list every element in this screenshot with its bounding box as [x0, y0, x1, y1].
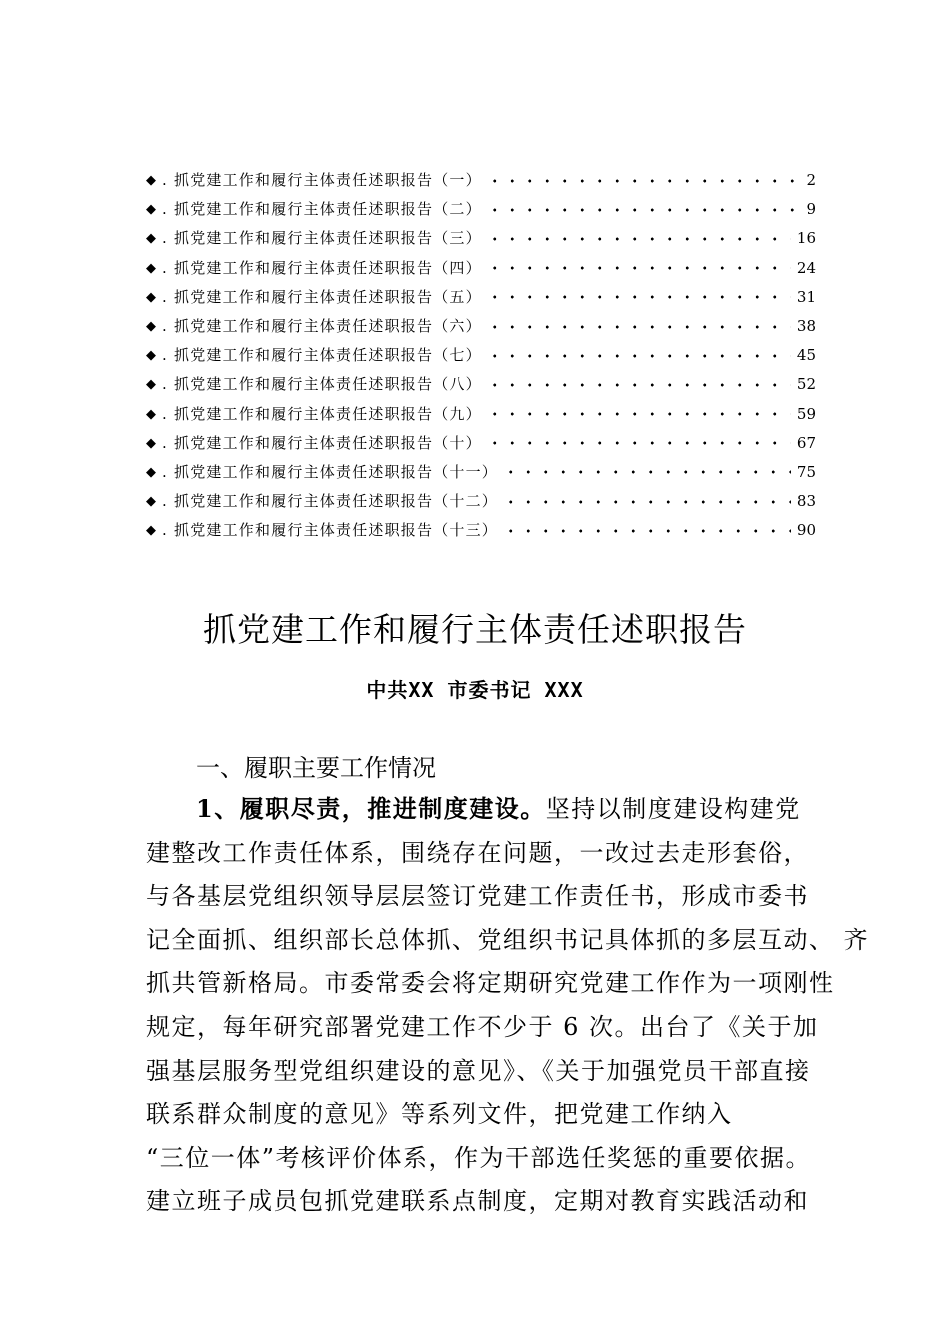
toc-item[interactable]	[146, 224, 816, 253]
toc-item[interactable]	[146, 166, 816, 195]
toc-dot: .	[162, 521, 167, 540]
toc-item-page: 90	[796, 521, 816, 540]
toc-dot: .	[162, 404, 167, 423]
toc-item-page: 24	[796, 258, 816, 277]
toc-dot: .	[162, 258, 167, 277]
toc-item-title: 抓党建工作和履行主体责任述职报告（六）	[174, 317, 482, 336]
toc-item-page: 9	[806, 200, 816, 219]
document-title: 抓党建工作和履行主体责任述职报告	[203, 610, 747, 649]
toc-item-page: 83	[796, 492, 816, 511]
toc-dot-leader	[486, 325, 791, 329]
diamond-bullet-icon: ◆	[146, 289, 156, 305]
toc-item-page: 31	[796, 287, 816, 306]
toc-item-page: 45	[796, 346, 816, 365]
document-author: 中共XX 市委书记 XXX	[366, 678, 584, 702]
toc-item-title: 抓党建工作和履行主体责任述职报告（一）	[174, 171, 482, 190]
diamond-bullet-icon: ◆	[146, 173, 156, 189]
toc-dot: .	[162, 229, 167, 248]
diamond-bullet-icon: ◆	[146, 348, 156, 364]
paragraph-line: “三位一体”考核评价体系，作为干部选任奖惩的重要依据。	[146, 1143, 812, 1172]
diamond-bullet-icon: ◆	[146, 464, 156, 480]
toc-dot: .	[162, 492, 167, 511]
toc-item-title: 抓党建工作和履行主体责任述职报告（三）	[174, 229, 482, 248]
toc-dot: .	[162, 433, 167, 452]
toc-dot-leader	[502, 470, 791, 474]
toc-item-title: 抓党建工作和履行主体责任述职报告（五）	[174, 287, 482, 306]
toc-item-page: 59	[796, 404, 816, 423]
paragraph-line: 规定，每年研究部署党建工作不少于 6 次。出台了《关于加	[146, 1012, 819, 1041]
paragraph-lead: 1、履职尽责，推进制度建设。	[196, 794, 546, 823]
paragraph-line-text: 坚持以制度建设构建党	[545, 795, 801, 823]
toc-dot-leader	[486, 179, 801, 183]
toc-item-page: 16	[796, 229, 816, 248]
toc-dot: .	[162, 287, 167, 306]
paragraph-line: 建立班子成员包抓党建联系点制度，定期对教育实践活动和	[146, 1187, 809, 1216]
toc-dot-leader	[486, 266, 791, 270]
toc-item[interactable]	[146, 312, 816, 341]
toc-item-page: 38	[796, 317, 816, 336]
toc-item[interactable]	[146, 254, 816, 283]
toc-item[interactable]	[146, 458, 816, 487]
diamond-bullet-icon: ◆	[146, 319, 156, 335]
toc-dot: .	[162, 462, 167, 481]
toc-dot-leader	[486, 383, 791, 387]
table-of-contents	[146, 166, 816, 545]
toc-item-page: 2	[806, 171, 816, 190]
toc-item[interactable]	[146, 516, 816, 545]
toc-dot: .	[162, 375, 167, 394]
diamond-bullet-icon: ◆	[146, 260, 156, 276]
diamond-bullet-icon: ◆	[146, 406, 156, 422]
diamond-bullet-icon: ◆	[146, 494, 156, 510]
toc-item-title: 抓党建工作和履行主体责任述职报告（十二）	[174, 492, 499, 511]
diamond-bullet-icon: ◆	[146, 523, 156, 539]
toc-item[interactable]	[146, 370, 816, 399]
toc-dot-leader	[486, 208, 801, 212]
toc-dot-leader	[502, 500, 791, 504]
body-paragraph	[146, 787, 870, 1224]
toc-item[interactable]	[146, 400, 816, 429]
toc-item-title: 抓党建工作和履行主体责任述职报告（十一）	[174, 462, 499, 481]
toc-dot-leader	[486, 412, 791, 416]
diamond-bullet-icon: ◆	[146, 202, 156, 218]
toc-dot: .	[162, 317, 167, 336]
toc-item[interactable]	[146, 341, 816, 370]
paragraph-line: 强基层服务型党组织建设的意见》、《关于加强党员干部直接	[146, 1056, 811, 1085]
section-heading: 一、履职主要工作情况	[196, 754, 436, 782]
toc-dot-leader	[486, 237, 791, 241]
diamond-bullet-icon: ◆	[146, 231, 156, 247]
diamond-bullet-icon: ◆	[146, 377, 156, 393]
toc-dot-leader	[486, 295, 791, 299]
paragraph-line: 抓共管新格局。市委常委会将定期研究党建工作作为一项刚性	[146, 969, 835, 998]
toc-item[interactable]	[146, 487, 816, 516]
toc-item-title: 抓党建工作和履行主体责任述职报告（七）	[174, 346, 482, 365]
toc-item-title: 抓党建工作和履行主体责任述职报告（十三）	[174, 521, 499, 540]
paragraph-line: 联系群众制度的意见》等系列文件，把党建工作纳入	[146, 1100, 733, 1129]
toc-dot: .	[162, 171, 167, 190]
toc-item[interactable]	[146, 283, 816, 312]
toc-item-page: 67	[796, 433, 816, 452]
paragraph-line: 建整改工作责任体系，围绕存在问题，一改过去走形套俗，	[146, 838, 809, 867]
toc-item-title: 抓党建工作和履行主体责任述职报告（九）	[174, 404, 482, 423]
toc-item-title: 抓党建工作和履行主体责任述职报告（四）	[174, 258, 482, 277]
toc-item[interactable]	[146, 195, 816, 224]
toc-dot: .	[162, 200, 167, 219]
toc-dot-leader	[486, 441, 791, 445]
paragraph-line: 与各基层党组织领导层层签订党建工作责任书，形成市委书	[146, 882, 809, 911]
paragraph-line	[146, 787, 826, 832]
toc-item-page: 75	[796, 462, 816, 481]
toc-item-title: 抓党建工作和履行主体责任述职报告（八）	[174, 375, 482, 394]
toc-item-title: 抓党建工作和履行主体责任述职报告（二）	[174, 200, 482, 219]
toc-item-page: 52	[796, 375, 816, 394]
toc-item[interactable]	[146, 429, 816, 458]
diamond-bullet-icon: ◆	[146, 435, 156, 451]
toc-item-title: 抓党建工作和履行主体责任述职报告（十）	[174, 433, 482, 452]
toc-dot-leader	[486, 354, 791, 358]
toc-dot: .	[162, 346, 167, 365]
toc-dot-leader	[502, 529, 791, 533]
paragraph-line: 记全面抓、组织部长总体抓、党组织书记具体抓的多层互动、 齐	[146, 925, 870, 954]
